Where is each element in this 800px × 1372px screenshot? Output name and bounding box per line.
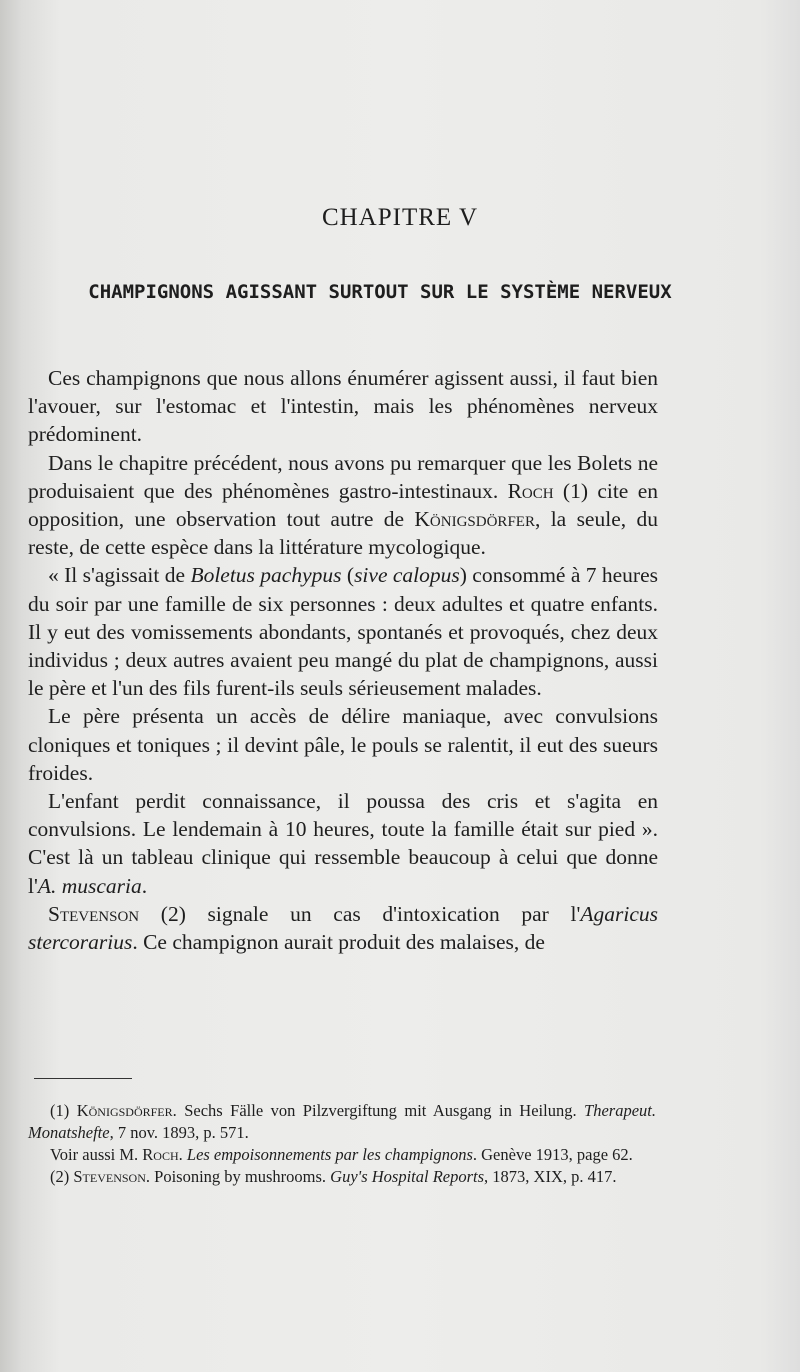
species-sive-calopus: sive calopus: [354, 563, 460, 588]
journal-title: Guy's Hospital Reports: [330, 1167, 485, 1186]
species-boletus-pachypus: Boletus pachypus: [190, 563, 342, 588]
paragraph-6: [28, 900, 658, 956]
text-run: ) consommé à 7 heures du soir par une famille de six personnes : deux adultes et quatre enfants. Il y eut des vomissements abondants, spontanés et provoqués, chez deux individus ; deux autres avaient peu mangé du plat de champignons, aussi le père et l'un des fils furent-ils seuls sérieusement malades.: [28, 563, 659, 701]
author-roch: Roch: [142, 1145, 179, 1164]
author-konigsdorfer: Königsdörfer: [76, 1101, 173, 1120]
chapter-heading: CHAPITRE V: [321, 204, 479, 231]
footnote-2: [28, 1166, 656, 1188]
text-run: . Ce champignon aurait produit des malaises, de: [132, 930, 545, 955]
journal-title: Therapeut. Monatshefte: [28, 1101, 656, 1142]
text-run: Dans le chapitre précédent, nous avons pu remarquer que les Bolets ne produisaient que des phénomènes gastro-intestinaux.: [28, 450, 658, 503]
paragraph-1: Ces champignons que nous allons énumérer agissent aussi, il faut bien l'avouer, sur l'estomac et l'intestin, mais les phénomènes nerveux prédominent.: [28, 366, 658, 447]
text-run: , 1873, XIX, p. 417.: [484, 1167, 617, 1186]
paragraph-3: [28, 561, 658, 702]
footnote-marker: (1): [50, 1101, 77, 1120]
text-run: Voir aussi M.: [50, 1145, 143, 1164]
text-run: . Poisoning by mushrooms.: [145, 1167, 331, 1186]
paragraph-4: Le père présenta un accès de délire maniaque, avec convulsions cloniques et toniques ; il devint pâle, le pouls se ralentit, il eut des sueurs froides.: [28, 704, 658, 785]
text-run: , 7 nov. 1893, p. 571.: [109, 1123, 249, 1142]
text-run: .: [178, 1145, 187, 1164]
footnotes: [28, 1100, 656, 1188]
text-run: . Sechs Fälle von Pilzvergiftung mit Ausgang in Heilung.: [172, 1101, 585, 1120]
species-a-muscaria: A. muscaria: [37, 873, 142, 898]
text-run: (2) signale un cas d'intoxication par l': [139, 901, 581, 926]
author-konigsdorfer: Königsdörfer: [414, 507, 535, 532]
text-run: (: [341, 563, 355, 588]
text-run: L'enfant perdit connaissance, il poussa des cris et s'agita en convulsions. Le lendemain à 10 heures, toute la famille était sur pied ». C'est là un tableau clinique qui ressemble beaucoup à celui que donne l': [28, 789, 658, 898]
book-title: Les empoisonnements par les champignons: [186, 1145, 473, 1164]
footnote-1-continued: [28, 1144, 656, 1166]
body-text: [28, 364, 658, 956]
text-run: « Il s'agissait de: [48, 563, 191, 588]
text-run: , la seule, du reste, de cette espèce dans la littérature mycologique.: [28, 507, 658, 560]
footnote-marker: (2): [50, 1167, 74, 1186]
footnote-divider: [34, 1078, 132, 1079]
text-run: .: [141, 873, 148, 898]
section-title: CHAMPIGNONS AGISSANT SURTOUT SUR LE SYSTÈME NERVEUX: [88, 281, 672, 303]
author-stevenson: Stevenson: [73, 1167, 146, 1186]
species-agaricus-stercorarius: Agaricus stercorarius: [28, 901, 658, 955]
author-stevenson: Stevenson: [48, 901, 140, 926]
text-run: (1) cite en opposition, une observation tout autre de: [28, 478, 658, 532]
paragraph-2: [28, 449, 658, 562]
paragraph-5: [28, 787, 658, 900]
author-roch: Roch: [507, 478, 554, 503]
text-run: . Genève 1913, page 62.: [472, 1145, 633, 1164]
footnote-1: [28, 1100, 656, 1144]
